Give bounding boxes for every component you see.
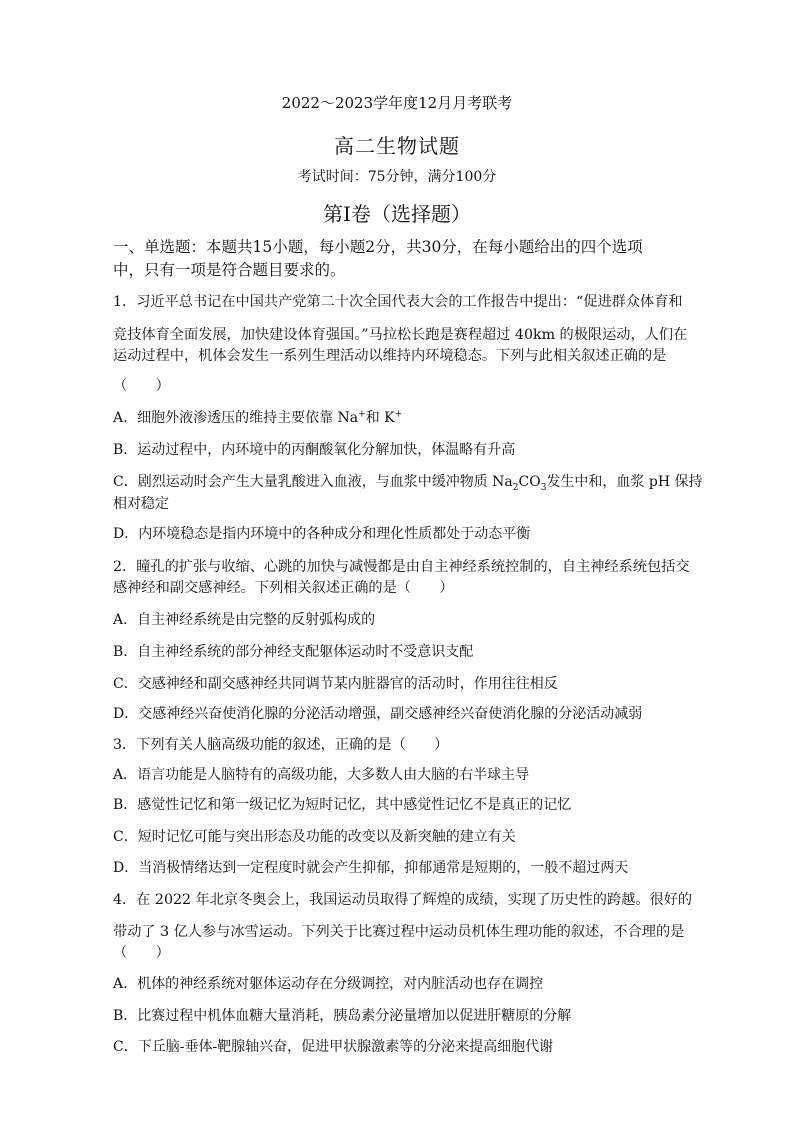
question-3-option-a: A．语言功能是人脑特有的高级功能，大多数人由大脑的右半球主导 xyxy=(113,767,530,783)
question-4-option-c: C．下丘脑-垂体-靶腺轴兴奋，促进甲状腺激素等的分泌来提高细胞代谢 xyxy=(113,1039,554,1055)
question-1-option-b: B．运动过程中，内环境中的丙酮酸氧化分解加快，体温略有升高 xyxy=(113,442,516,458)
question-2-option-c: C．交感神经和副交感神经共同调节某内脏器官的活动时，作用往往相反 xyxy=(113,676,558,692)
question-4-option-b: B．比赛过程中机体血糖大量消耗，胰岛素分泌量增加以促进肝糖原的分解 xyxy=(113,1008,572,1024)
question-2-line-2: 感神经和副交感神经。下列相关叙述正确的是（ ） xyxy=(113,580,454,596)
exam-info: 考试时间：75分钟，满分100分 xyxy=(297,169,497,185)
question-4-answer-blank: （ ） xyxy=(113,945,170,961)
exam-title: 2022～2023学年度12月月考联考 xyxy=(281,94,513,112)
question-2-option-d: D．交感神经兴奋使消化腺的分泌活动增强，副交感神经兴奋使消化腺的分泌活动减弱 xyxy=(113,706,643,722)
question-2-option-b: B．自主神经系统的部分神经支配躯体运动时不受意识支配 xyxy=(113,644,474,660)
question-2-option-a: A．自主神经系统是由完整的反射弧构成的 xyxy=(113,612,376,628)
question-4-option-a: A．机体的神经系统对躯体运动存在分级调控，对内脏活动也存在调控 xyxy=(113,976,544,992)
question-3-option-c: C．短时记忆可能与突出形态及功能的改变以及新突触的建立有关 xyxy=(113,829,516,845)
question-2-line-1: 2．瞳孔的扩张与收缩、心跳的加快与减慢都是由自主神经系统控制的，自主神经系统包括交 xyxy=(113,559,690,575)
section-instructions-line-2: 中，只有一项是符合题目要求的。 xyxy=(113,261,346,279)
subject-title: 高二生物试题 xyxy=(334,134,460,158)
question-4-line-1: 4．在 2022 年北京冬奥会上，我国运动员取得了辉煌的成绩，实现了历史性的跨越。很好的 xyxy=(113,892,693,908)
question-3-line-1: 3．下列有关人脑高级功能的叙述，正确的是（ ） xyxy=(113,737,449,753)
question-1-option-c-line-2: 相对稳定 xyxy=(113,496,169,512)
part-title: 第Ⅰ卷（选择题） xyxy=(323,202,471,226)
question-1-line-3: 运动过程中，机体会发生一系列生理活动以维持内环境稳态。下列与此相关叙述正确的是 xyxy=(113,348,667,364)
question-1-option-a: A．细胞外液渗透压的维持主要依靠 Na+和 K+ xyxy=(113,409,403,426)
question-1-option-d: D．内环境稳态是指内环境中的各种成分和理化性质都处于动态平衡 xyxy=(113,526,531,542)
question-1-answer-blank: （ ） xyxy=(113,378,170,394)
question-4-line-2: 带动了 3 亿人参与冰雪运动。下列关于比赛过程中运动员机体生理功能的叙述，不合理的是 xyxy=(113,924,685,940)
question-3-option-d: D．当消极情绪达到一定程度时就会产生抑郁，抑郁通常是短期的，一般不超过两天 xyxy=(113,860,629,876)
section-instructions-line-1: 一、单选题：本题共15小题，每小题2分，共30分，在每小题给出的四个选项 xyxy=(113,238,643,256)
question-3-option-b: B．感觉性记忆和第一级记忆为短时记忆，其中感觉性记忆不是真正的记忆 xyxy=(113,797,572,813)
question-1-line-2: 竞技体育全面发展，加快建设体育强国。”马拉松长跑是赛程超过 40km 的极限运动，人们在 xyxy=(113,327,688,343)
question-1-option-c: C．剧烈运动时会产生大量乳酸进入血液，与血浆中缓冲物质 $Na_2CO_3$发生中和，血浆 pH 保持 xyxy=(113,474,703,493)
question-1-line-1: 1．习近平总书记在中国共产党第二十次全国代表大会的工作报告中提出：“促进群众体育和 xyxy=(113,294,683,310)
